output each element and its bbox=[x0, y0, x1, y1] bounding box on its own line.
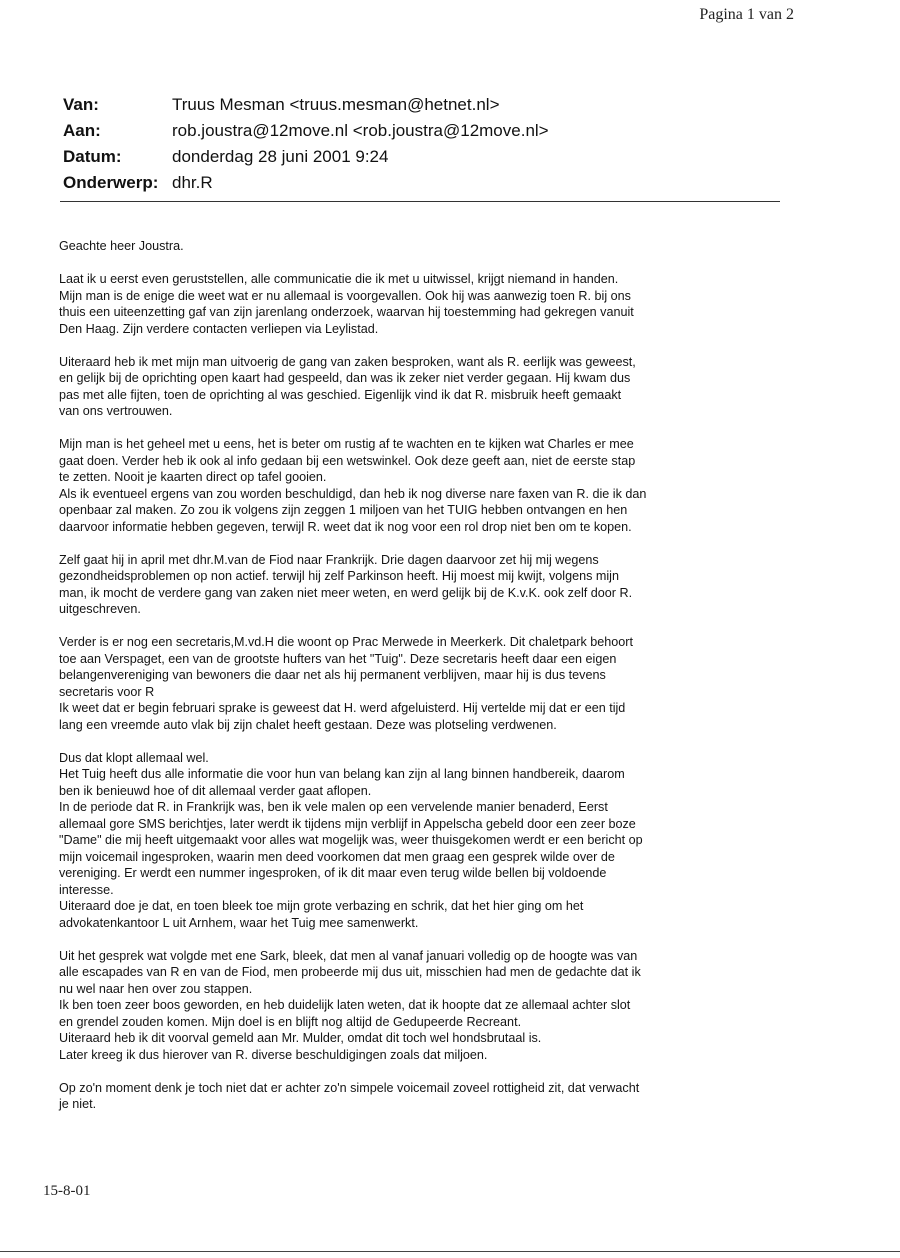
body-line: Uit het gesprek wat volgde met ene Sark, bleek, dat men al vanaf januari volledig op de hoogte was van bbox=[59, 948, 638, 963]
body-line: daarvoor informatie hebben gegeven, terwijl R. weet dat ik nog voor een rol drop niet ben om te kopen. bbox=[59, 519, 632, 534]
body-line: allemaal gore SMS berichtjes, later werdt ik tijdens mijn verblijf in Appelscha gebeld door een zeer boze bbox=[59, 816, 636, 831]
body-line: In de periode dat R. in Frankrijk was, ben ik vele malen op een vervelende manier benaderd, Eerst bbox=[59, 800, 608, 814]
onderwerp-value: dhr.R bbox=[172, 173, 213, 192]
salutation bbox=[59, 238, 789, 255]
body-line: interesse. bbox=[59, 882, 114, 897]
paragraph-2 bbox=[59, 354, 789, 420]
paragraph-8 bbox=[59, 1080, 789, 1113]
footer-date: 15-8-01 bbox=[43, 1183, 91, 1199]
body-line: Later kreeg ik dus hierover van R. diverse beschuldigingen zoals dat miljoen. bbox=[59, 1047, 488, 1062]
page-number: Pagina 1 van 2 bbox=[699, 6, 794, 23]
body-line: pas met alle fijten, toen de oprichting al was geschied. Eigenlijk vind ik dat R. misbruik heeft gemaakt bbox=[59, 387, 622, 402]
body-line: Op zo'n moment denk je toch niet dat er achter zo'n simpele voicemail zoveel rottigheid zit, dat verwacht bbox=[59, 1080, 640, 1095]
body-line: alle escapades van R en van de Fiod, men probeerde mij dus uit, misschien had men de gedachte dat ik bbox=[59, 965, 641, 979]
body-line: en grendel zouden komen. Mijn doel is en blijft nog altijd de Gedupeerde Recreant. bbox=[59, 1014, 522, 1029]
body-line: Mijn man is het geheel met u eens, het is beter om rustig af te wachten en te kijken wat Charles er mee bbox=[59, 437, 634, 451]
onderwerp-label: Onderwerp: bbox=[63, 173, 159, 192]
body-line: vereniging. Er werdt een nummer ingesproken, of ik dit maar even terug wilde bellen bij voldoende bbox=[59, 866, 607, 880]
body-line: toe aan Verspaget, een van de grootste hufters van het "Tuig". Deze secretaris heeft daar een eigen bbox=[59, 651, 617, 666]
body-line: Uiteraard heb ik met mijn man uitvoerig de gang van zaken besproken, want als R. eerlijk was geweest, bbox=[59, 354, 636, 369]
datum-value: donderdag 28 juni 2001 9:24 bbox=[172, 147, 389, 166]
body-line: te zetten. Nooit je kaarten direct op tafel gooien. bbox=[59, 470, 327, 484]
body-line: ben ik benieuwd hoe of dit allemaal verder gaat aflopen. bbox=[59, 783, 372, 798]
body-line: secretaris voor R bbox=[59, 684, 155, 699]
header-divider bbox=[60, 201, 780, 202]
body-line: van ons vertrouwen. bbox=[59, 404, 173, 418]
paragraph-7 bbox=[59, 948, 789, 1064]
body-line: belangenvereniging van bewoners die daar net als hij permanent verblijven, maar hij is dus tevens bbox=[59, 668, 606, 682]
paragraph-4 bbox=[59, 552, 789, 618]
salutation-line: Geachte heer Joustra. bbox=[59, 239, 184, 253]
email-header bbox=[63, 92, 549, 196]
datum-label: Datum: bbox=[63, 147, 122, 166]
body-line: Verder is er nog een secretaris,M.vd.H die woont op Prac Merwede in Meerkerk. Dit chaletpark behoort bbox=[59, 635, 633, 649]
body-line: gezondheidsproblemen op non actief. terwijl hij zelf Parkinson heeft. Hij moest mij kwijt, volgens mijn bbox=[59, 569, 619, 583]
body-line: Ik ben toen zeer boos geworden, en heb duidelijk laten weten, dat ik hoopte dat ze allemaal achter slot bbox=[59, 998, 631, 1012]
header-row-datum bbox=[63, 144, 549, 170]
van-value: Truus Mesman <truus.mesman@hetnet.nl> bbox=[172, 95, 500, 114]
body-line: nu wel naar hen over zou stappen. bbox=[59, 981, 253, 996]
body-line: Ik weet dat er begin februari sprake is geweest dat H. werd afgeluisterd. Hij vertelde mij dat er een tijd bbox=[59, 701, 626, 715]
paragraph-6 bbox=[59, 750, 789, 932]
body-line: Als ik eventueel ergens van zou worden beschuldigd, dan heb ik nog diverse nare faxen van R. die ik dan bbox=[59, 486, 647, 501]
header-row-onderwerp bbox=[63, 170, 549, 196]
body-line: Uiteraard heb ik dit voorval gemeld aan Mr. Mulder, omdat dit toch wel hondsbrutaal is. bbox=[59, 1031, 542, 1045]
body-line: advokatenkantoor L uit Arnhem, waar het Tuig mee samenwerkt. bbox=[59, 915, 419, 930]
body-line: uitgeschreven. bbox=[59, 602, 141, 616]
paragraph-3 bbox=[59, 436, 789, 535]
body-line: Het Tuig heeft dus alle informatie die voor hun van belang kan zijn al lang binnen handbereik, daarom bbox=[59, 767, 625, 781]
body-line: Den Haag. Zijn verdere contacten verliepen via Leylistad. bbox=[59, 321, 379, 336]
aan-label: Aan: bbox=[63, 121, 101, 140]
paragraph-5 bbox=[59, 634, 789, 733]
bottom-divider bbox=[0, 1251, 900, 1252]
body-line: Mijn man is de enige die weet wat er nu allemaal is voorgevallen. Ook hij was aanwezig toen R. bij ons bbox=[59, 288, 631, 303]
body-line: en gelijk bij de oprichting open kaart had gespeeld, dan was ik zeker niet verder gegaan. Hij kwam dus bbox=[59, 371, 631, 385]
header-row-van bbox=[63, 92, 549, 118]
email-body bbox=[59, 238, 789, 1129]
aan-value: rob.joustra@12move.nl <rob.joustra@12move.nl> bbox=[172, 121, 549, 140]
body-line: je niet. bbox=[59, 1097, 97, 1111]
body-line: Laat ik u eerst even geruststellen, alle communicatie die ik met u uitwissel, krijgt niemand in handen. bbox=[59, 272, 619, 286]
body-line: man, ik mocht de verdere gang van zaken niet meer weten, en werd gelijk bij de K.v.K. ook zelf door R. bbox=[59, 585, 633, 600]
body-line: "Dame" die mij heeft uitgemaakt voor alles wat mogelijk was, weer thuisgekomen werdt er een bericht op bbox=[59, 833, 643, 847]
body-line: openbaar zal maken. Zo zou ik volgens zijn zeggen 1 miljoen van het TUIG hebben ontvangen en hen bbox=[59, 503, 628, 517]
van-label: Van: bbox=[63, 95, 99, 114]
body-line: thuis een uiteenzetting gaf van zijn jarenlang onderzoek, waarvan hij toestemming had gekregen vanuit bbox=[59, 305, 634, 319]
paragraph-1 bbox=[59, 271, 789, 337]
body-line: lang een vreemde auto vlak bij zijn chalet heeft gestaan. Deze was plotseling verdwenen. bbox=[59, 717, 557, 732]
body-line: Uiteraard doe je dat, en toen bleek toe mijn grote verbazing en schrik, dat het hier ging om het bbox=[59, 899, 584, 913]
body-line: Zelf gaat hij in april met dhr.M.van de Fiod naar Frankrijk. Drie dagen daarvoor zet hij mij wegens bbox=[59, 552, 599, 567]
header-row-aan bbox=[63, 118, 549, 144]
body-line: mijn voicemail ingesproken, waarin men deed voorkomen dat men graag een gesprek wilde over de bbox=[59, 849, 615, 864]
body-line: gaat doen. Verder heb ik ook al info gedaan bij een wetswinkel. Ook deze geeft aan, niet de eerste stap bbox=[59, 453, 636, 468]
body-line: Dus dat klopt allemaal wel. bbox=[59, 750, 209, 765]
